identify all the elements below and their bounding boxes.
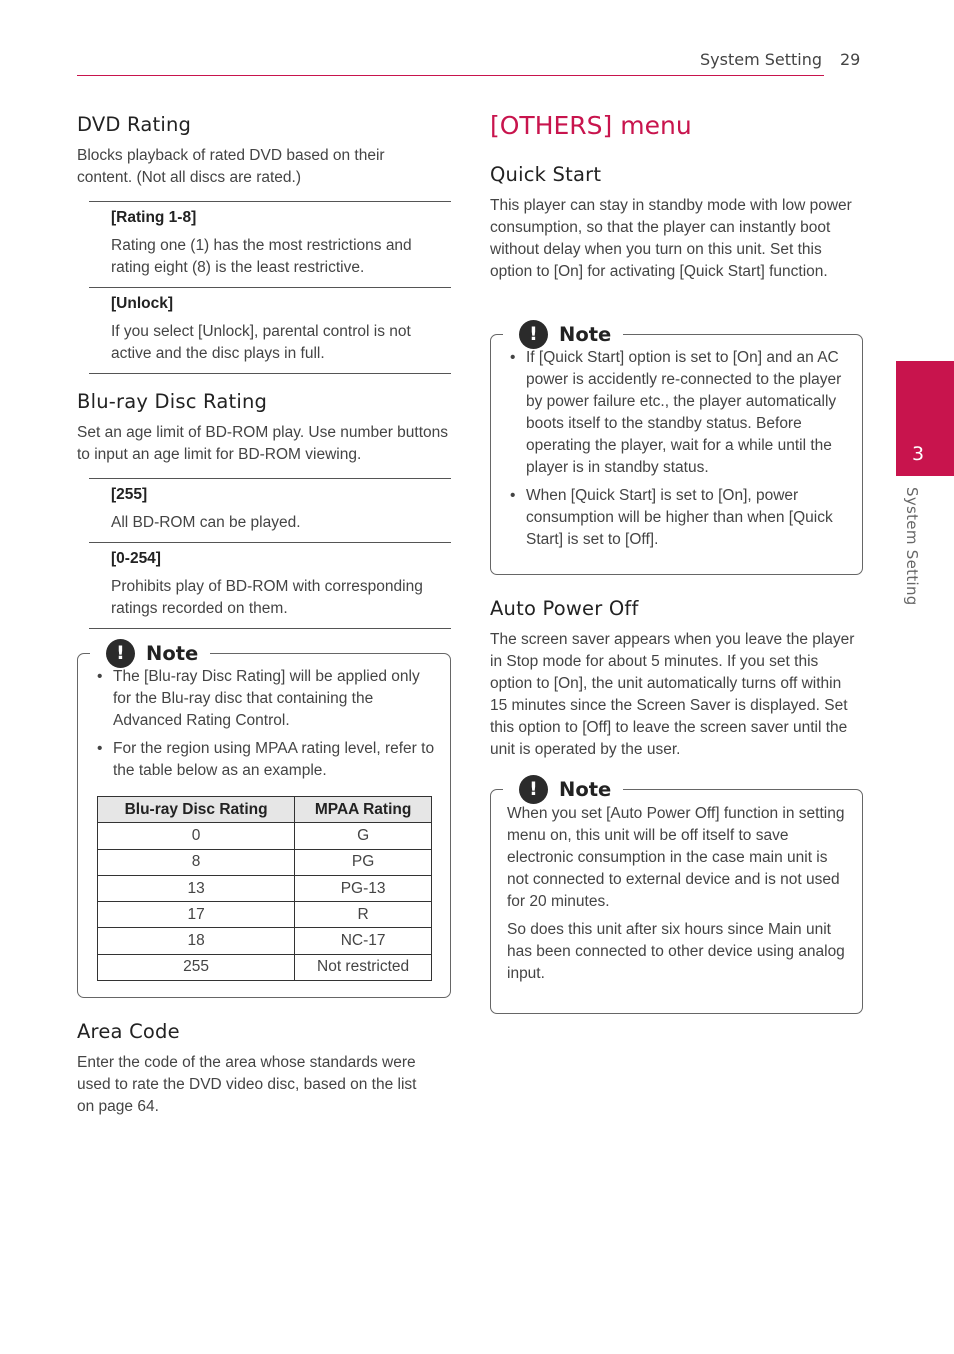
table-header-cell: Blu-ray Disc Rating [98,797,295,823]
table-cell: 17 [98,902,295,928]
note-paragraph: So does this unit after six hours since Main unit has been connected to other device using analog input. [507,921,845,982]
bluray-rating-section [77,390,451,629]
table-header-cell: MPAA Rating [295,797,432,823]
others-menu-section [490,111,862,140]
dvd-rating-options [89,201,451,374]
table-row [98,849,432,875]
table-row [98,875,432,901]
quick-start-heading: Quick Start [490,163,602,186]
others-menu-heading: [OTHERS] menu [490,111,692,140]
table-cell: 13 [98,875,295,901]
note-body [507,803,852,985]
dvd-rating-section [77,113,451,374]
table-cell: NC-17 [295,928,432,954]
note-header [503,318,623,350]
option-desc: If you select [Unlock], parental control is not active and the disc plays in full. [111,323,411,362]
dvd-rating-option [89,201,451,287]
table-cell: PG-13 [295,875,432,901]
bluray-rating-body: Set an age limit of BD-ROM play. Use number buttons to input an age limit for BD-ROM viewing. [77,424,449,463]
quick-start-section [490,163,862,283]
bluray-rating-option [89,478,451,542]
bluray-rating-options [89,478,451,629]
area-code-body: Enter the code of the area whose standards were used to rate the DVD video disc, based on the list on page 64. [77,1054,417,1115]
note-item: • When [Quick Start] is set to [On], power consumption will be higher than when [Quick Start] is set to [Off]. [507,485,852,551]
note-title: Note [146,641,199,665]
chapter-label: System Setting [903,487,921,606]
dvd-rating-heading: DVD Rating [77,113,192,136]
option-key: [Unlock] [111,295,173,312]
dvd-rating-body: Blocks playback of rated DVD based on their content. (Not all discs are rated.) [77,147,385,186]
note-header [90,637,210,669]
note-header [503,773,623,805]
auto-power-off-body: The screen saver appears when you leave the player in Stop mode for about 5 minutes. If you set this option to [On], the unit automatically turns off within 15 minutes since the Screen Saver is displayed. Set this option to [Off] to leave the screen saver until the unit is operated by the user. [490,631,855,758]
note-item: • For the region using MPAA rating level, refer to the table below as an example. [94,738,439,782]
option-key: [0-254] [111,550,161,567]
option-desc: Prohibits play of BD-ROM with corresponding ratings recorded on them. [111,578,423,617]
note-title: Note [559,322,612,346]
note-list [507,347,852,557]
table-cell: G [295,823,432,849]
auto-power-off-section [490,597,862,761]
header-rule [77,75,824,76]
note-box-quick-start [490,322,863,575]
table-cell: PG [295,849,432,875]
exclamation-icon: ! [519,320,548,349]
table-cell: Not restricted [295,954,432,980]
option-desc: All BD-ROM can be played. [111,514,301,531]
note-item: • The [Blu-ray Disc Rating] will be applied only for the Blu-ray disc that containing the Advanced Rating Control. [94,666,439,732]
running-header-section: System Setting [700,50,823,69]
table-header-row [98,797,432,823]
table-row [98,954,432,980]
quick-start-body: This player can stay in standby mode with low power consumption, so that the player can instantly boot without delay when you turn on this unit. Set this option to [On] for activating [Quick Start] function. [490,197,852,280]
note-list [94,666,439,788]
table-row [98,902,432,928]
note-title: Note [559,777,612,801]
table-row [98,928,432,954]
table-cell: R [295,902,432,928]
option-key: [Rating 1-8] [111,209,197,226]
note-box-auto-power-off [490,777,863,1014]
exclamation-icon: ! [106,639,135,668]
table-cell: 0 [98,823,295,849]
auto-power-off-heading: Auto Power Off [490,597,639,620]
note-paragraph: When you set [Auto Power Off] function in setting menu on, this unit will be off itself to save electronic consumption in the case main unit is not connected to external device and is not used for 20 minutes. [507,805,845,910]
table-cell: 255 [98,954,295,980]
exclamation-icon: ! [519,775,548,804]
table-cell: 18 [98,928,295,954]
table-cell: 8 [98,849,295,875]
area-code-heading: Area Code [77,1020,180,1043]
dvd-rating-option [89,287,451,374]
chapter-number: 3 [911,443,925,465]
note-item: • If [Quick Start] option is set to [On] and an AC power is accidently re-connected to the player by power failure etc., the player automatically boots itself to the standby status. Before operating the player, wait for a while until the player is in standby status. [507,347,852,479]
area-code-section [77,1020,451,1118]
table-row [98,823,432,849]
bluray-rating-option [89,542,451,629]
page-number: 29 [840,50,861,69]
option-desc: Rating one (1) has the most restrictions and rating eight (8) is the least restrictive. [111,237,412,276]
option-key: [255] [111,486,148,503]
note-box-bluray [77,641,451,998]
rating-table [97,796,432,981]
bluray-rating-heading: Blu-ray Disc Rating [77,390,268,413]
